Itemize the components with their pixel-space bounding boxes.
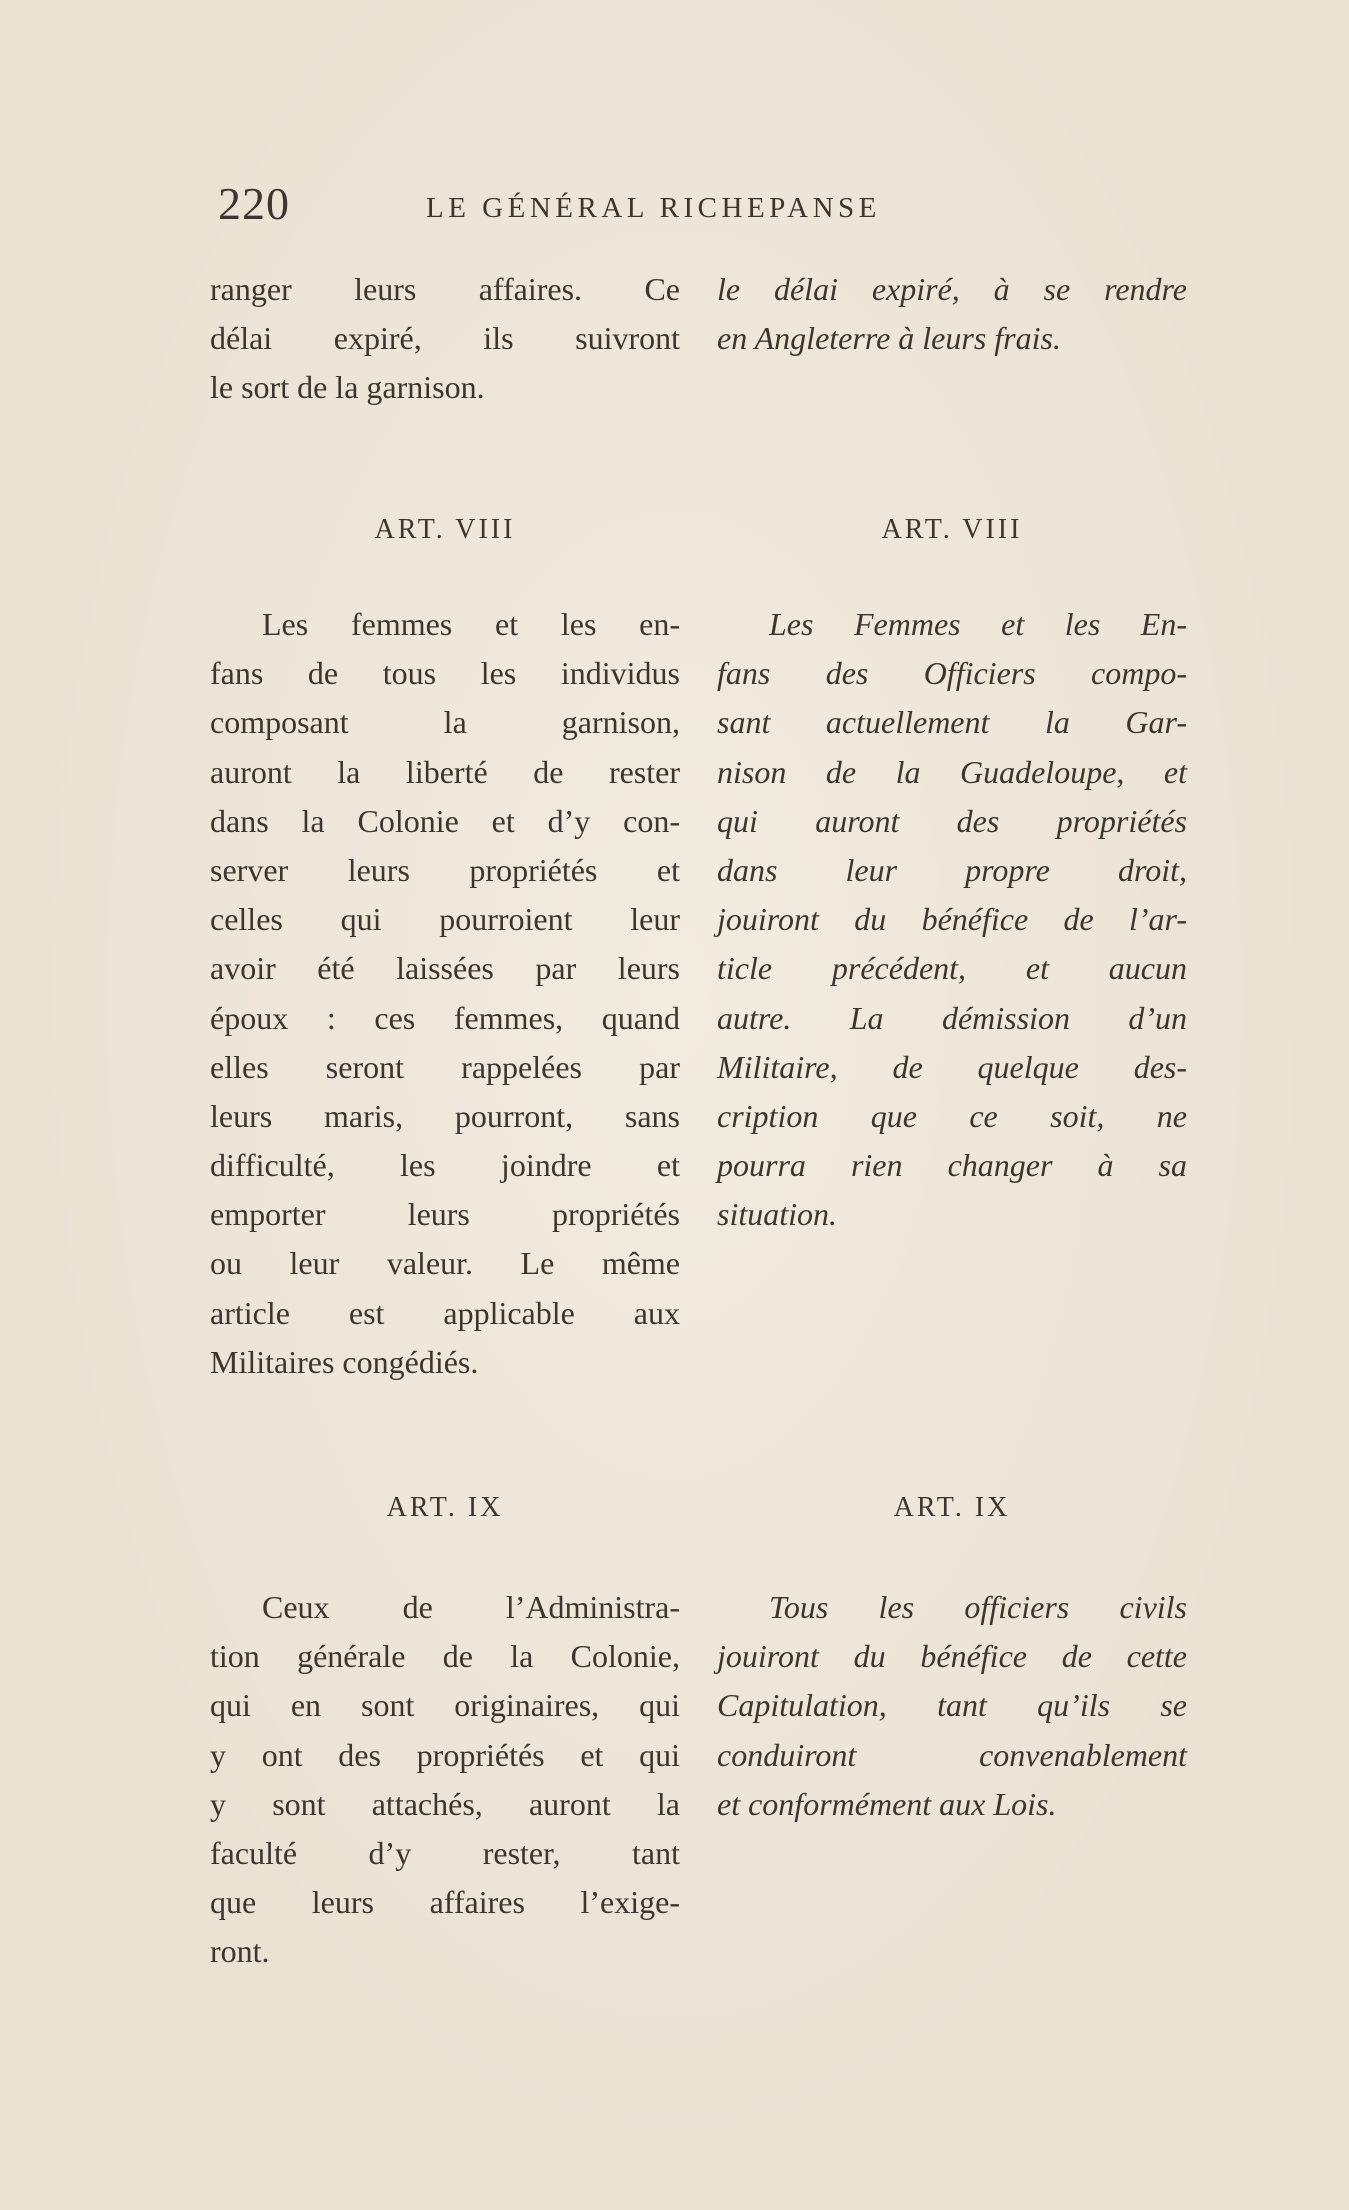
text-line: qui auront des propriétés: [717, 802, 1187, 839]
text-line: fans de tous les individus: [210, 655, 680, 692]
text-line: y sont attachés, auront la: [210, 1785, 680, 1822]
text-line: Militaire, de quelque des-: [717, 1048, 1187, 1085]
text-line: elles seront rappelées par: [210, 1048, 680, 1085]
text-line: conduiront convenablement: [717, 1736, 1187, 1773]
text-line: tion générale de la Colonie,: [210, 1638, 680, 1675]
text-line: ticle précédent, et aucun: [717, 950, 1187, 987]
text-line: que leurs affaires l’exige-: [210, 1884, 680, 1921]
left-continuation: [210, 265, 680, 413]
text-line: auront la liberté de rester: [210, 753, 680, 790]
left-art9-text: [210, 1583, 680, 1977]
text-line: cription que ce soit, ne: [717, 1097, 1187, 1134]
page-number: 220: [218, 178, 290, 229]
text-line: article est applicable aux: [210, 1294, 680, 1331]
text-line: server leurs propriétés et: [210, 851, 680, 888]
text-line: jouiront du bénéfice de l’ar-: [717, 901, 1187, 938]
text-line: Ceux de l’Administra-: [262, 1589, 680, 1625]
left-art9-heading: ART. IX: [386, 1492, 504, 1523]
text-line: autre. La démission d’un: [717, 999, 1187, 1036]
text-line: Militaires congédiés.: [210, 1343, 479, 1380]
right-art8-text: [717, 600, 1187, 1239]
text-line: ront.: [210, 1933, 270, 1970]
text-line: nison de la Guadeloupe, et: [717, 753, 1187, 790]
text-line: jouiront du bénéfice de cette: [717, 1638, 1187, 1675]
text-line: y ont des propriétés et qui: [210, 1736, 680, 1773]
text-line: délai expiré, ils suivront: [210, 320, 680, 357]
left-art8-text: [210, 600, 680, 1387]
text-line: Les Femmes et les En-: [769, 606, 1187, 642]
text-line: emporter leurs propriétés: [210, 1196, 680, 1233]
text-line: dans leur propre droit,: [717, 851, 1187, 888]
text-line: le délai expiré, à se rendre: [717, 271, 1187, 307]
text-line: en Angleterre à leurs frais.: [717, 320, 1061, 357]
text-line: celles qui pourroient leur: [210, 901, 680, 938]
text-line: sant actuellement la Gar-: [717, 704, 1187, 741]
text-line: et conformément aux Lois.: [717, 1785, 1057, 1822]
text-line: Les femmes et les en-: [262, 606, 680, 642]
text-line: ranger leurs affaires. Ce: [210, 271, 680, 307]
running-title: LE GÉNÉRAL RICHEPANSE: [426, 192, 881, 224]
text-line: époux : ces femmes, quand: [210, 999, 680, 1036]
right-art9-text: [717, 1583, 1187, 1829]
text-line: leurs maris, pourront, sans: [210, 1097, 680, 1134]
right-art9-heading: ART. IX: [893, 1492, 1011, 1523]
text-line: Capitulation, tant qu’ils se: [717, 1687, 1187, 1724]
text-line: ou leur valeur. Le même: [210, 1245, 680, 1282]
text-line: dans la Colonie et d’y con-: [210, 802, 680, 839]
right-continuation: [717, 265, 1187, 363]
text-line: pourra rien changer à sa: [717, 1147, 1187, 1184]
text-line: situation.: [717, 1196, 838, 1233]
text-line: fans des Officiers compo-: [717, 655, 1187, 692]
right-art8-heading: ART. VIII: [881, 514, 1023, 545]
running-head: [218, 178, 1198, 238]
text-line: le sort de la garnison.: [210, 369, 485, 406]
text-line: qui en sont originaires, qui: [210, 1687, 680, 1724]
left-art8-heading: ART. VIII: [374, 514, 516, 545]
text-line: avoir été laissées par leurs: [210, 950, 680, 987]
text-line: composant la garnison,: [210, 704, 680, 741]
text-line: difficulté, les joindre et: [210, 1147, 680, 1184]
text-line: faculté d’y rester, tant: [210, 1834, 680, 1871]
text-line: Tous les officiers civils: [769, 1589, 1187, 1625]
